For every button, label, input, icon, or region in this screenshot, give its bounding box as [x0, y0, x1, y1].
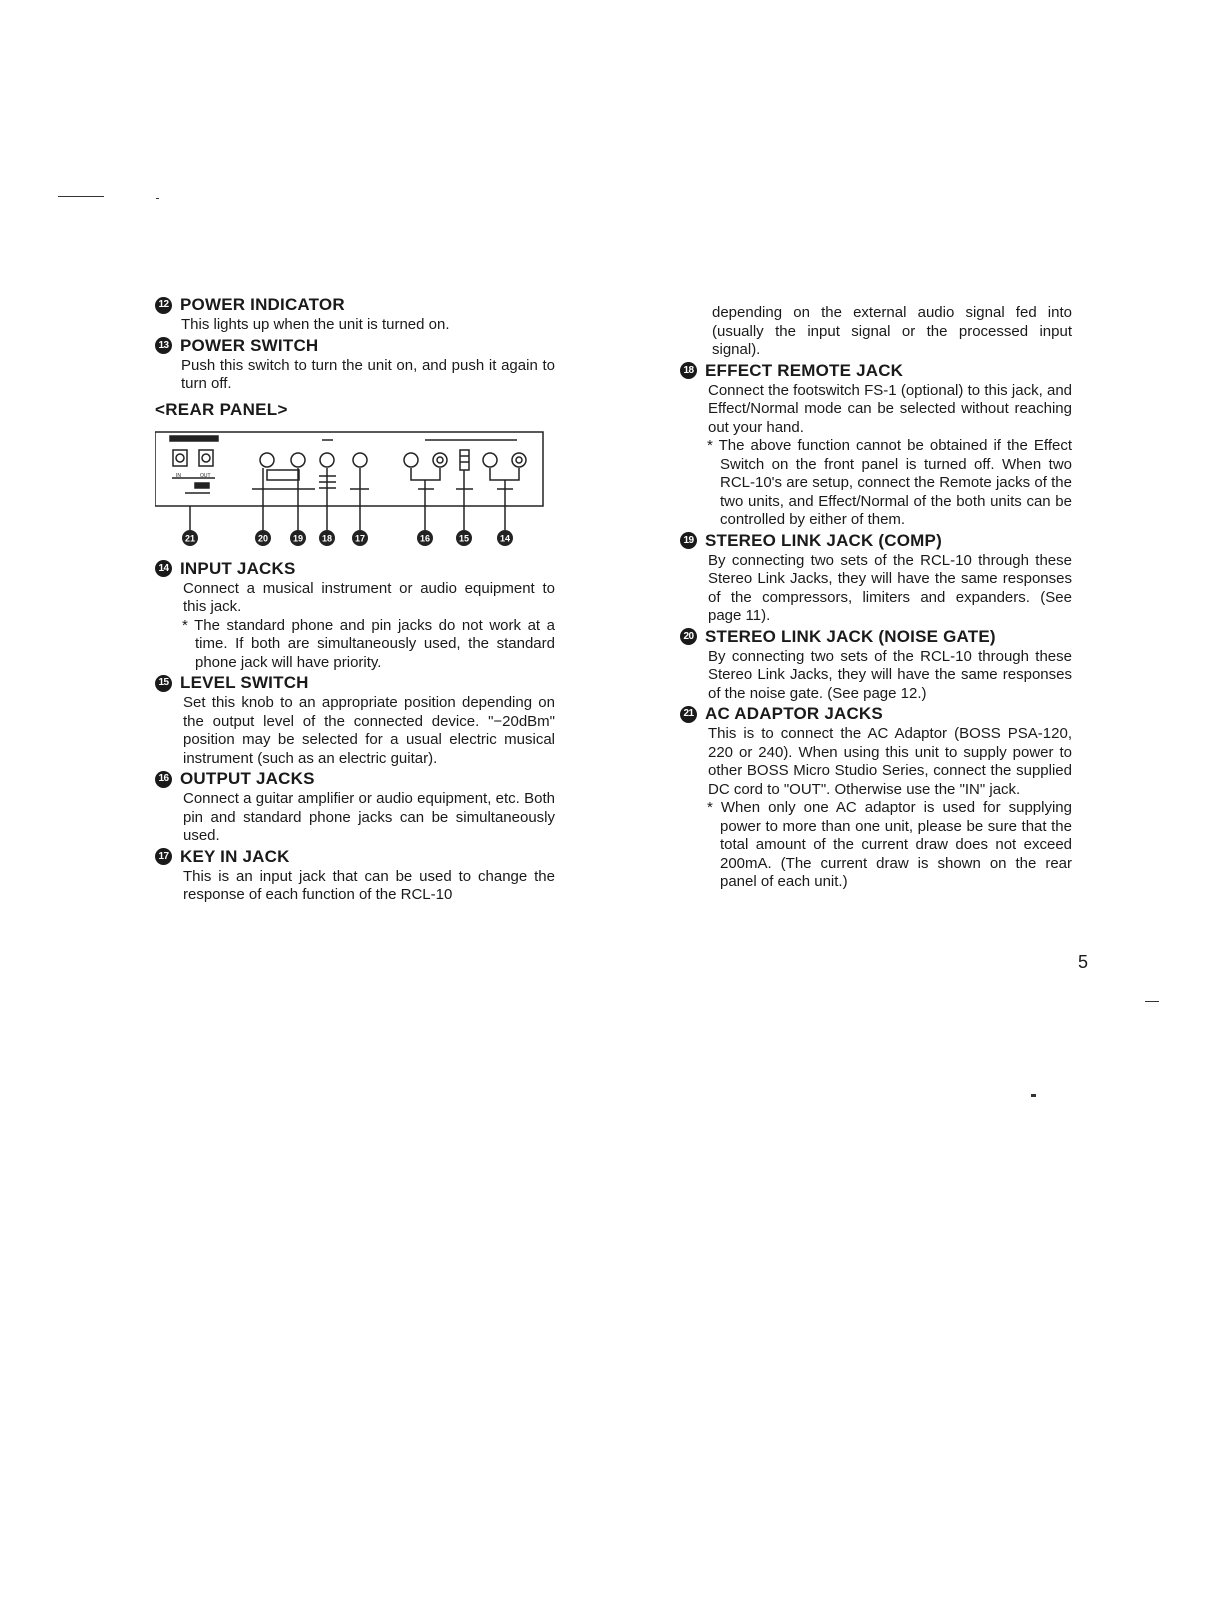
callout-16: 16 — [419, 533, 431, 543]
section-input-jacks — [155, 558, 555, 673]
section-body: Connect the footswitch FS-1 (optional) to this jack, and Effect/Normal mode can be selected without reaching out your hand. — [708, 381, 1072, 436]
callout-number: 13 — [155, 337, 172, 354]
callout-number: 12 — [155, 297, 172, 314]
output-phone-jack — [404, 453, 418, 467]
scan-mark — [156, 198, 159, 199]
section-power-indicator — [155, 294, 555, 335]
left-column — [155, 294, 555, 905]
rear-panel-heading: <REAR PANEL> — [155, 399, 288, 419]
section-body: Connect a musical instrument or audio equipment to this jack. — [183, 579, 555, 615]
panel-outline — [155, 432, 543, 506]
callout-number: 17 — [155, 848, 172, 865]
input-phone-jack — [483, 453, 497, 467]
callout-number: 14 — [155, 560, 172, 577]
section-title: STEREO LINK JACK (NOISE GATE) — [705, 626, 996, 646]
section-ac-adaptor-jacks — [680, 703, 1072, 892]
section-title: EFFECT REMOTE JACK — [705, 360, 904, 380]
jack-label-out: OUT — [200, 472, 211, 479]
section-title: KEY IN JACK — [180, 846, 290, 866]
callout-15: 15 — [458, 533, 470, 543]
callout-17: 17 — [354, 533, 366, 543]
key-in-jack — [353, 453, 367, 467]
level-switch — [460, 450, 469, 470]
callout-18: 18 — [321, 533, 333, 543]
jack-label-in: IN — [176, 472, 181, 479]
section-title: AC ADAPTOR JACKS — [705, 704, 883, 723]
section-body: This is to connect the AC Adaptor (BOSS PSA-120, 220 or 240). When using this unit to supply power to other BOSS Micro Studio Series, connect the supplied DC cord to "OUT". Otherwise use the "IN" jack. — [708, 725, 1072, 798]
callout-21: 21 — [184, 533, 196, 543]
section-stereo-link-comp — [680, 530, 1072, 626]
section-title: POWER INDICATOR — [180, 295, 345, 314]
section-body: By connecting two sets of the RCL-10 through these Stereo Link Jacks, they will have the same responses of the compressors, limiters and expanders. (See page 11). — [708, 551, 1072, 624]
callout-number: 18 — [680, 362, 697, 379]
stereo-link-noise-gate-jack — [260, 453, 274, 467]
section-power-switch — [155, 335, 555, 394]
section-body: This is an input jack that can be used to change the response of each function of the RCL-10 — [183, 867, 555, 903]
section-output-jacks — [155, 768, 555, 846]
section-title: LEVEL SWITCH — [180, 673, 309, 692]
input-pin-jack — [512, 453, 526, 467]
section-effect-remote-jack — [680, 360, 1072, 530]
callout-number: 21 — [680, 706, 697, 723]
continuation-text: depending on the external audio signal fed into (usually the input signal or the processed input signal). — [712, 304, 1072, 358]
scan-mark — [1031, 1094, 1036, 1097]
section-title: STEREO LINK JACK (COMP) — [705, 530, 942, 550]
callout-number: 15 — [155, 675, 172, 692]
stereo-link-comp-jack — [291, 453, 305, 467]
panel-label-strip — [170, 436, 218, 441]
section-level-switch — [155, 672, 555, 768]
effect-remote-jack — [320, 453, 334, 467]
section-body: Connect a guitar amplifier or audio equipment, etc. Both pin and standard phone jacks can be simultaneously used. — [183, 790, 555, 844]
callout-19: 19 — [292, 533, 304, 543]
section-title: INPUT JACKS — [180, 558, 296, 578]
callout-number: 16 — [155, 771, 172, 788]
section-note: * When only one AC adaptor is used for supplying power to more than one unit, please be sure that the total amount of the current draw does not exceed 200mA. (The current draw is shown on the rear panel of each unit.) — [720, 799, 1072, 892]
scan-mark — [58, 196, 104, 197]
section-note: * The above function cannot be obtained if the Effect Switch on the front panel is turned off. When two RCL-10's are setup, connect the Remote jacks of the two units, and Effect/Normal of the both units can be controlled by either of them. — [720, 437, 1072, 530]
right-column — [680, 304, 1072, 892]
section-stereo-link-noise-gate — [680, 626, 1072, 704]
section-note: * The standard phone and pin jacks do not work at a time. If both are simultaneously used, the standard phone jack will have priority. — [195, 617, 555, 673]
callout-number: 20 — [680, 628, 697, 645]
section-key-in-jack — [155, 846, 555, 905]
section-body: Push this switch to turn the unit on, and push it again to turn off. — [181, 356, 555, 392]
page-number: 5 — [1078, 952, 1089, 972]
ac-jack-out — [199, 450, 213, 466]
scan-mark — [1145, 1001, 1159, 1002]
section-title: POWER SWITCH — [180, 335, 319, 355]
callout-14: 14 — [499, 533, 511, 543]
section-title: OUTPUT JACKS — [180, 769, 315, 788]
ac-jack-in — [173, 450, 187, 466]
callout-20: 20 — [257, 533, 269, 543]
diagram-callouts — [182, 530, 513, 546]
callout-number: 19 — [680, 532, 697, 549]
section-body: By connecting two sets of the RCL-10 through these Stereo Link Jacks, they will have the same responses of the noise gate. (See page 12.) — [708, 647, 1072, 702]
output-pin-jack — [433, 453, 447, 467]
rear-panel-diagram — [155, 430, 545, 548]
section-body: This lights up when the unit is turned on. — [181, 316, 450, 333]
section-body: Set this knob to an appropriate position depending on the output level of the connected device. "−20dBm" position may be selected for a usual electric musical instrument (such as an electric guitar). — [183, 694, 555, 767]
